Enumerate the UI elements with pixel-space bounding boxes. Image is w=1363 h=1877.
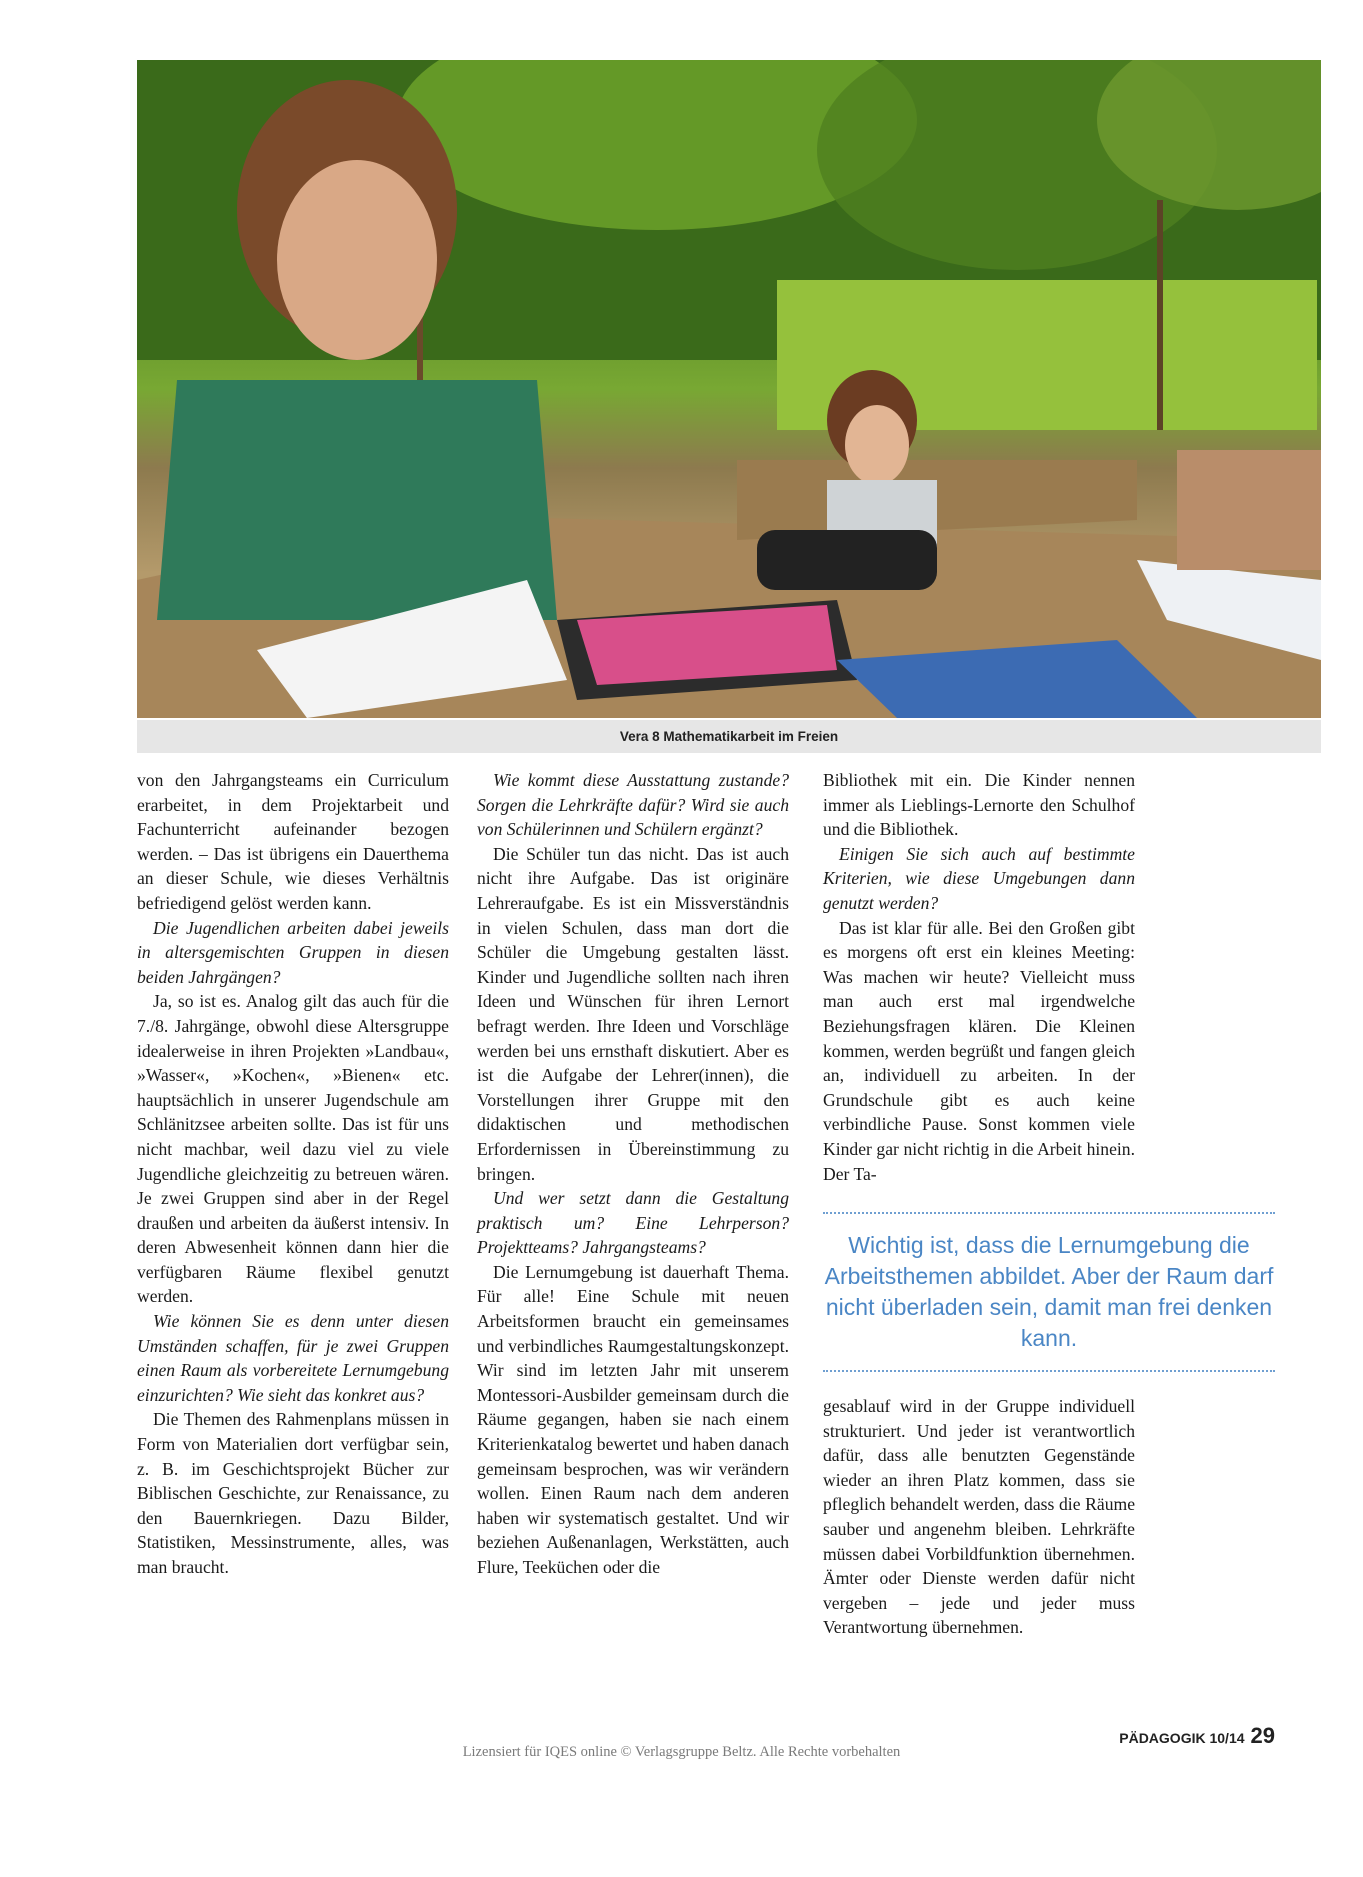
body-paragraph: Das ist klar für alle. Bei den Großen gibt es morgens oft erst ein kleines Meeting: Was machen wir heute? Vielleicht muss man auch erst mal irgendwelche Beziehungsfragen klären. Die Kleinen kommen, werden begrüßt und fangen gleich an, individuell zu arbeiten. In der Grundschule gibt es auch keine verbindliche Pause. Sonst kommen viele Kinder gar nicht richtig in die Arbeit hinein. Der Ta- — [823, 917, 1135, 1184]
column-3-continued — [823, 1394, 1135, 1640]
body-paragraph: gesablauf wird in der Gruppe individuell strukturiert. Und jeder ist verantwortlich dafür, dass alle benutzten Gegenstände wieder an ihren Platz kommen, dass sie pfleglich behandelt werden, dass die Räume sauber und angenehm bleiben. Lehrkräfte müssen dabei Vorbildfunktion übernehmen. Ämter oder Dienste werden dafür nicht vergeben – jede und jeder muss Verantwortung übernehmen. — [823, 1396, 1135, 1638]
column-2 — [477, 768, 789, 1580]
body-paragraph: Die Lernumgebung ist dauerhaft Thema. Für alle! Eine Schule mit neuen Arbeitsformen braucht ein gemeinsames und verbindliches Raumgestaltungskonzept. Wir sind im letzten Jahr mit unserem Montessori-Ausbilder gemeinsam durch die Räume gegangen, haben sie nach einem Kriterienkatalog bewertet und haben danach gemeinsam besprochen, was wir verändern wollen. Einen Raum nach dem anderen haben wir systematisch gestaltet. Und wir beziehen Außenanlagen, Werkstätten, auch Flure, Teeküchen oder die — [477, 1261, 789, 1577]
article-photo — [137, 60, 1321, 718]
magazine-issue: PÄDAGOGIK 10/14 — [1119, 1730, 1245, 1746]
license-notice: Lizensiert für IQES online © Verlagsgruppe Beltz. Alle Rechte vorbehalten — [462, 1744, 901, 1760]
body-paragraph: von den Jahrgangsteams ein Curriculum erarbeitet, in dem Projektarbeit und Fachunterricht aufeinander bezogen werden. – Das ist übrigens ein Dauerthema an dieser Schule, wie dieses Verhältnis befriedigend gelöst werden kann. — [137, 770, 449, 913]
column-3 — [823, 768, 1135, 1186]
body-paragraph: Bibliothek mit ein. Die Kinder nennen immer als Lieblings-Lernorte den Schulhof und die Bibliothek. — [823, 770, 1135, 840]
interview-question: Einigen Sie sich auch auf bestimmte Kriterien, wie diese Umgebungen dann genutzt werden? — [823, 843, 1135, 913]
pullquote-bottom-rule — [823, 1370, 1275, 1372]
pullquote-top-rule — [823, 1212, 1275, 1214]
page-number: 29 — [1250, 1723, 1275, 1748]
body-paragraph: Die Themen des Rahmenplans müssen in Form von Materialien dort verfügbar sein, z. B. im Geschichtsprojekt Bücher zur Biblischen Geschichte, zur Renaissance, zu den Bauernkriegen. Dazu Bilder, Statistiken, Messinstrumente, alles, was man braucht. — [137, 1409, 449, 1577]
interview-question: Und wer setzt dann die Gestaltung praktisch um? Eine Lehrperson? Projektteams? Jahrgangsteams? — [477, 1188, 789, 1258]
body-paragraph: Ja, so ist es. Analog gilt das auch für die 7./8. Jahrgänge, obwohl diese Altersgruppe idealerweise in ihren Projekten »Landbau«, »Wasser«, »Kochen«, »Bienen« etc. hauptsächlich in unserer Jugendschule am Schlänitzsee arbeiten sollte. Das ist für uns nicht machbar, weil dazu viel zu viele Jugendliche gleichzeitig zu betreuen wären. Je zwei Gruppen sind aber in der Regel draußen und arbeiten da äußerst intensiv. In deren Abwesenheit können dann hier die verfügbaren Räume flexibel genutzt werden. — [137, 991, 449, 1307]
column-1 — [137, 768, 449, 1580]
photo-caption: Vera 8 Mathematikarbeit im Freien — [137, 720, 1321, 753]
interview-question: Die Jugendlichen arbeiten dabei jeweils in altersgemischten Gruppen in diesen beiden Jahrgängen? — [137, 917, 449, 987]
interview-question: Wie können Sie es denn unter diesen Umständen schaffen, für je zwei Gruppen einen Raum als vorbereitete Lernumgebung einzurichten? Wie sieht das konkret aus? — [137, 1311, 449, 1405]
pullquote: Wichtig ist, dass die Lernumgebung die Arbeitsthemen abbildet. Aber der Raum darf nicht überladen sein, damit man frei denken kann. — [824, 1232, 1274, 1351]
body-paragraph: Die Schüler tun das nicht. Das ist auch nicht ihre Aufgabe. Das ist originäre Lehreraufgabe. Es ist ein Missverständnis in vielen Schulen, dass man dort die Schüler die Umgebung gestalten lässt. Kinder und Jugendliche sollten nach ihren Ideen und Wünschen für ihren Lernort befragt werden. Ihre Ideen und Vorschläge werden bei uns ernsthaft diskutiert. Aber es ist die Aufgabe der Lehrer(innen), die Vorstellungen ihrer Gruppe mit den didaktischen und methodischen Erfordernissen in Übereinstimmung zu bringen. — [477, 843, 789, 1184]
interview-question: Wie kommt diese Ausstattung zustande? Sorgen die Lehrkräfte dafür? Wird sie auch von Schülerinnen und Schülern ergänzt? — [477, 770, 789, 840]
